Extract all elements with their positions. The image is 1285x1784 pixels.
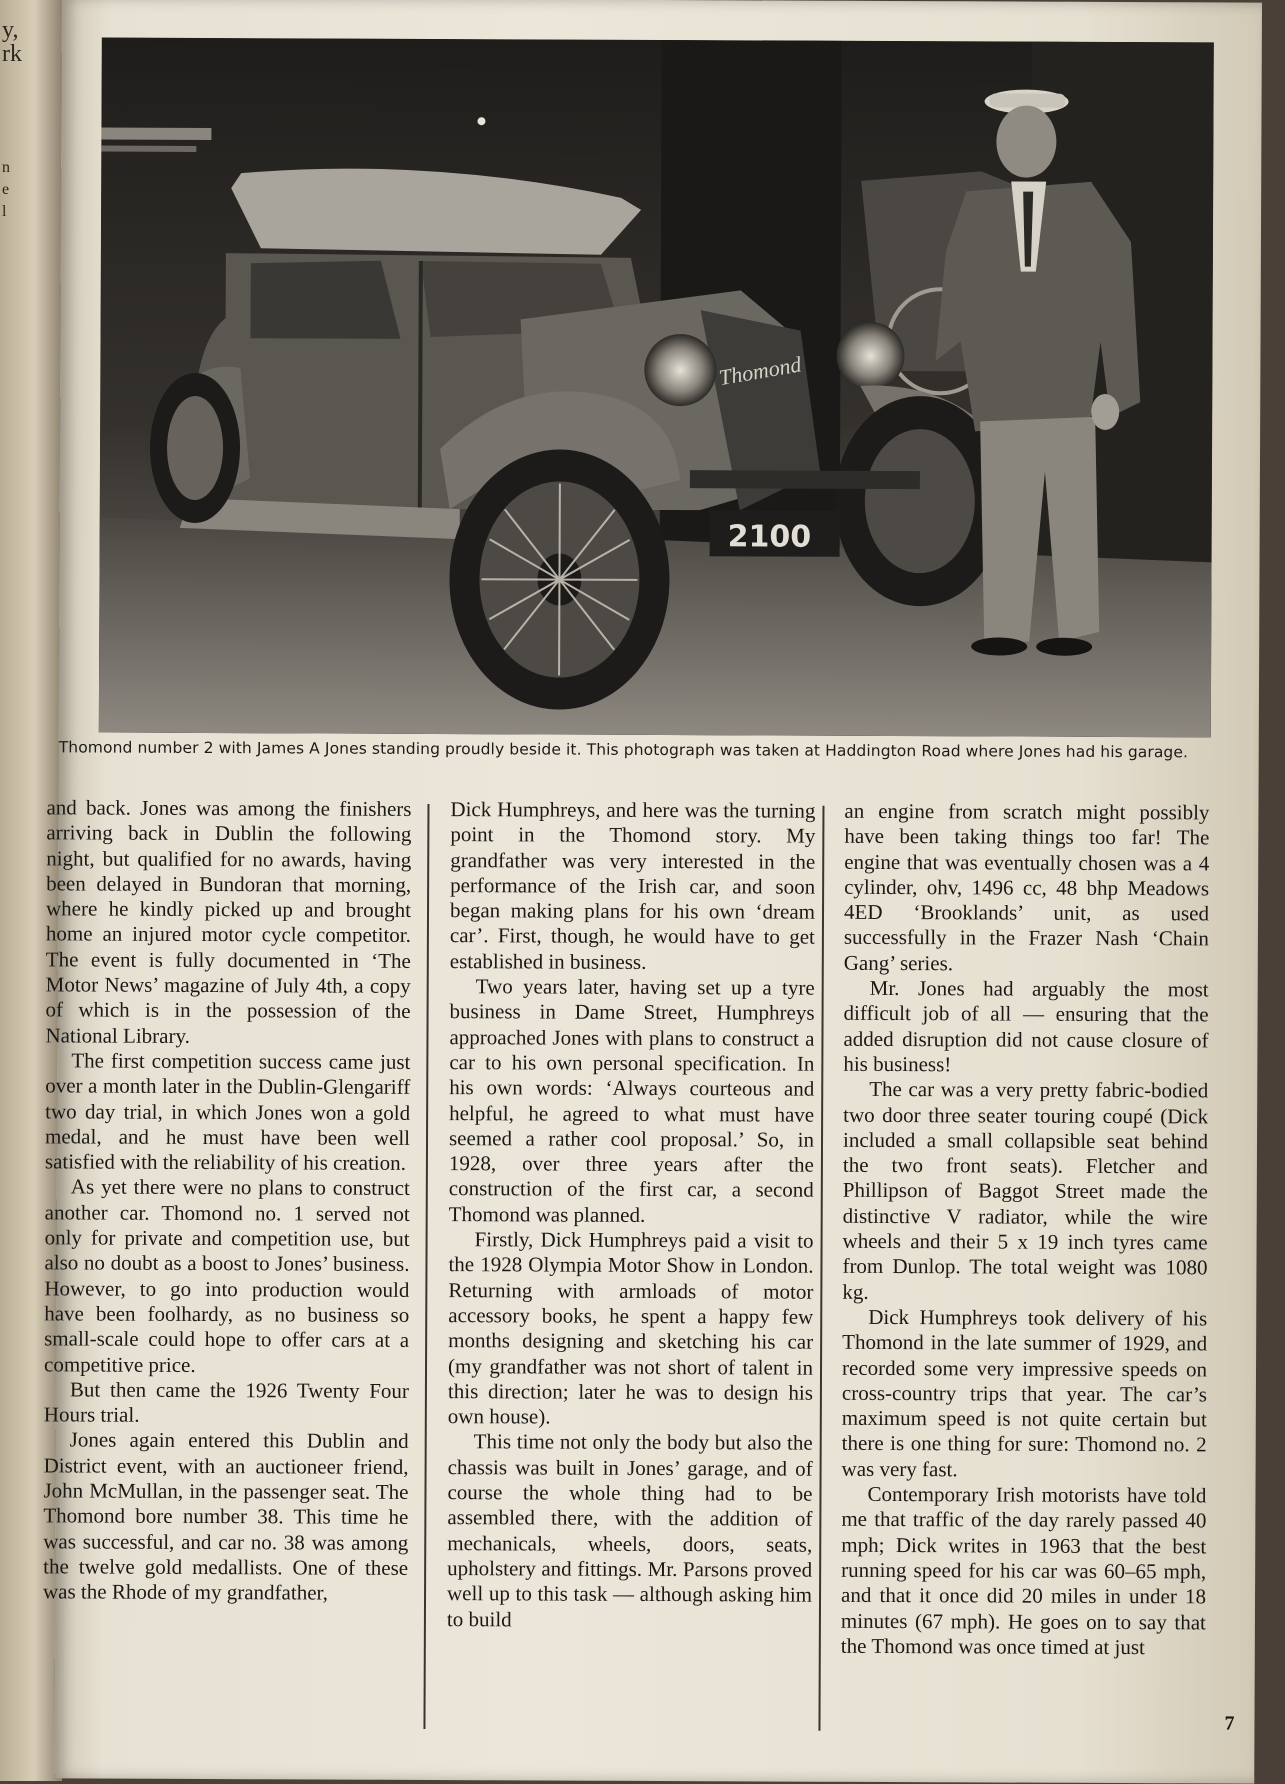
paragraph: Contemporary Irish motorists have told me that traffic of the day rarely passed 40 mph; Dick writes in 1963 that the best running speed for his car was 60–65 mph, and that it once did 20 miles in under 18 minutes (67 mph). He goes on to say that the Thomond was once timed at just bbox=[840, 1481, 1207, 1659]
prev-page-fragment: e bbox=[2, 181, 10, 198]
column-divider bbox=[818, 806, 824, 1731]
license-plate: 2100 bbox=[727, 519, 812, 555]
paragraph: Jones again entered this Dublin and District event, with an auctioneer friend, John McMullan, in the passenger seat. The Thomond bore number 38. This time he was successful, and car no. 38 was among the twelve gold medallists. One of these was the Rhode of my grandfather, bbox=[42, 1427, 409, 1605]
prev-page-fragment: y, bbox=[2, 17, 19, 43]
photo-caption: Thomond number 2 with James A Jones standing proudly beside it. This photograph was taken at Haddington Road where Jones had his garage. bbox=[58, 738, 1189, 762]
photo-illustration bbox=[99, 38, 1214, 738]
paragraph: The car was a very pretty fabric-bodied two door three seater touring coupé (Dick included a small collapsible seat behind the two front seats). Fletcher and Phillipson of Baggot Street made the distinctive V radiator, while the wire wheels and their 5 x 19 inch tyres came from Dunlop. The total weight was 1080 kg. bbox=[842, 1077, 1209, 1304]
radiator-badge: Thomond bbox=[716, 351, 804, 391]
paragraph: Dick Humphreys, and here was the turning point in the Thomond story. My grandfather was very interested in the performance of the Irish car, and soon began making plans for his own ‘dream car’. First, though, he would have to get established in business. bbox=[449, 797, 816, 974]
prev-page-fragment: rk bbox=[2, 41, 22, 67]
paragraph: The first competition success came just over a month later in the Dublin-Glengariff two day trial, in which Jones won a gold medal, and he must have been well satisfied with the reliability of his creation. bbox=[44, 1048, 411, 1176]
column-divider bbox=[423, 804, 429, 1729]
paragraph: This time not only the body but also the chassis was built in Jones’ garage, and of course the whole thing had to be assembled there, with the addition of mechanicals, wheels, doors, seats, upholstery and fittings. Mr. Parsons proved well up to this task — although asking him to build bbox=[446, 1429, 813, 1631]
paragraph: Mr. Jones had arguably the most difficult job of all — ensuring that the added disruption did not cause closure of his business! bbox=[843, 975, 1209, 1077]
paragraph: and back. Jones was among the finishers arriving back in Dublin the following night, but qualified for no awards, having been delayed in Bundoran that morning, where he kindly picked up and brought home an injured motor cycle competitor. The event is fully documented in ‘The Motor News’ magazine of July 4th, a copy of which is in the possession of the National Library. bbox=[45, 795, 412, 1048]
paragraph: Firstly, Dick Humphreys paid a visit to the 1928 Olympia Motor Show in London. Returning with armloads of motor accessory books, he spent a happy few months designing and sketching his car (my grandfather was not short of talent in this direction; later he was to design his own house). bbox=[447, 1227, 814, 1429]
magazine-page bbox=[42, 0, 1262, 1784]
article-column-2 bbox=[446, 797, 815, 1729]
paragraph: an engine from scratch might possibly have been taking things too far! The engine that was eventually chosen was a 4 cylinder, ohv, 1496 cc, 48 bhp Meadows 4ED ‘Brooklands’ unit, as used successfully in the Frazer Nash ‘Chain Gang’ series. bbox=[843, 798, 1210, 976]
historic-car-photo bbox=[99, 38, 1214, 738]
paragraph: As yet there were no plans to construct another car. Thomond no. 1 served not only for private and competition use, but also no doubt as a boost to Jones’ business. However, to go into production would have been foolhardy, as no business so small-scale could hope to offer cars at a competitive price. bbox=[43, 1174, 410, 1377]
paragraph: Dick Humphreys took delivery of his Thomond in the late summer of 1929, and recorded some very impressive speeds on cross-country trips that year. The car’s maximum speed is not quite certain but there is one thing for sure: Thomond no. 2 was very fast. bbox=[841, 1304, 1208, 1482]
paragraph: But then came the 1926 Twenty Four Hours trial. bbox=[43, 1377, 409, 1427]
paragraph: Two years later, having set up a tyre business in Dame Street, Humphreys approached Jones with plans to construct a car to his own personal specification. In his own words: ‘Always courteous and helpful, he agreed to what must have seemed a rather cool proposal.’ So, in 1928, over three years after the construction of the first car, a second Thomond was planned. bbox=[448, 974, 815, 1227]
prev-page-fragment: n bbox=[2, 159, 10, 176]
prev-page-fragment: l bbox=[2, 203, 7, 220]
front-wheel bbox=[449, 449, 670, 710]
article-column-3 bbox=[840, 799, 1209, 1731]
article-column-1 bbox=[42, 795, 411, 1727]
page-number: 7 bbox=[1224, 1712, 1235, 1735]
